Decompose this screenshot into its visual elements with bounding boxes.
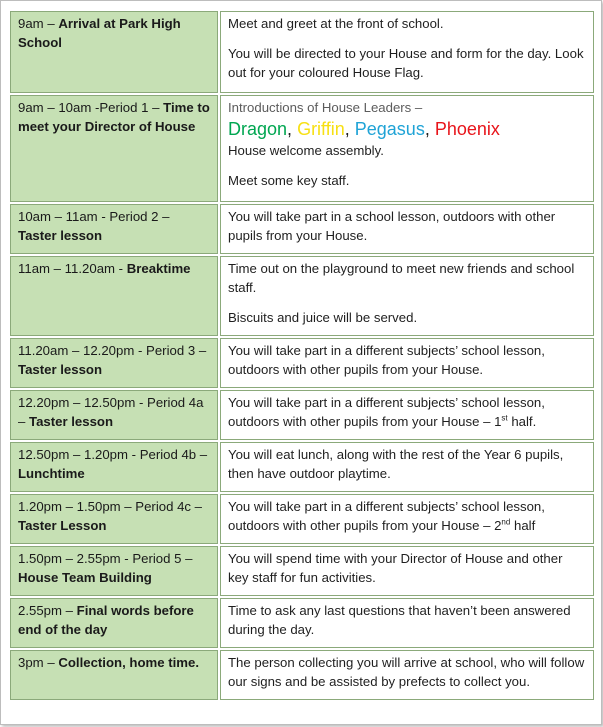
time-text: 12.50pm – 1.20pm - Period 4b – xyxy=(18,447,208,462)
time-cell xyxy=(10,390,218,440)
time-text: 1.50pm – 2.55pm - Period 5 – xyxy=(18,551,193,566)
table-row xyxy=(10,494,594,544)
description-cell xyxy=(220,650,594,700)
time-text: 12.20pm – 12.50pm - Period 4a – xyxy=(18,395,204,429)
activity-title: Collection, home time. xyxy=(58,655,200,670)
description-text: You will eat lunch, along with the rest of the Year 6 pupils, then have outdoor playtime. xyxy=(228,447,564,481)
table-row xyxy=(10,442,594,492)
description-text: You will take part in a different subjects’ school lesson, outdoors with other pupils from your House – 1 xyxy=(228,395,545,429)
description-cell xyxy=(220,204,594,254)
house-names: Dragon, Griffin, Pegasus, Phoenix xyxy=(228,119,500,139)
description-text: You will take part in a different subjects’ school lesson, outdoors with other pupils from your House – 2 xyxy=(228,499,545,533)
table-row xyxy=(10,390,594,440)
house-griffin: Griffin xyxy=(297,119,345,139)
time-text: 11.20am – 12.20pm - Period 3 – xyxy=(18,343,207,358)
table-row xyxy=(10,546,594,596)
description-text: The person collecting you will arrive at school, who will follow our signs and be assisted by prefects to collect you. xyxy=(228,655,585,689)
time-text: 3pm – xyxy=(18,655,59,670)
time-cell xyxy=(10,256,218,336)
time-cell xyxy=(10,204,218,254)
house-dragon: Dragon xyxy=(228,119,288,139)
description-text: Time out on the playground to meet new friends and school staff. xyxy=(228,261,575,295)
table-row xyxy=(10,598,594,648)
time-text: 9am – 10am -Period 1 – xyxy=(18,100,164,115)
ordinal-suffix: nd xyxy=(501,517,511,527)
table-row xyxy=(10,338,594,388)
activity-title: Breaktime xyxy=(126,261,191,276)
time-cell xyxy=(10,11,218,93)
time-cell xyxy=(10,546,218,596)
house-pegasus: Pegasus xyxy=(354,119,425,139)
activity-title: Time to meet your Director of House xyxy=(18,100,210,134)
description-text: You will be directed to your House and form for the day. Look out for your coloured House Flag. xyxy=(228,46,584,80)
time-text: 9am – xyxy=(18,16,59,31)
activity-title: Arrival at Park High School xyxy=(18,16,181,50)
table-row xyxy=(10,95,594,202)
description-cell xyxy=(220,11,594,93)
activity-title: Taster lesson xyxy=(18,228,103,243)
description-text: Time to ask any last questions that haven’t been answered during the day. xyxy=(228,603,571,637)
time-cell xyxy=(10,442,218,492)
description-text: You will spend time with your Director of House and other key staff for fun activities. xyxy=(228,551,563,585)
description-cell xyxy=(220,338,594,388)
house-leaders-intro: Introductions of House Leaders – xyxy=(228,100,423,115)
table-row xyxy=(10,204,594,254)
description-cell xyxy=(220,390,594,440)
table-row xyxy=(10,256,594,336)
description-cell xyxy=(220,494,594,544)
activity-title: Taster lesson xyxy=(29,414,114,429)
activity-title: Taster Lesson xyxy=(18,518,107,533)
house-phoenix: Phoenix xyxy=(434,119,500,139)
description-text: Biscuits and juice will be served. xyxy=(228,310,418,325)
description-text: Meet some key staff. xyxy=(228,173,350,188)
description-text: half xyxy=(510,518,536,533)
ordinal-suffix: st xyxy=(501,413,508,423)
time-cell xyxy=(10,338,218,388)
activity-title: House Team Building xyxy=(18,570,152,585)
description-cell xyxy=(220,598,594,648)
activity-title: Taster lesson xyxy=(18,362,103,377)
activity-title: Lunchtime xyxy=(18,466,85,481)
description-cell xyxy=(220,256,594,336)
time-text: 10am – 11am - Period 2 – xyxy=(18,209,170,224)
activity-title: Final words before end of the day xyxy=(18,603,194,637)
description-text: half. xyxy=(507,414,537,429)
description-text: You will take part in a different subjects’ school lesson, outdoors with other pupils from your House. xyxy=(228,343,545,377)
description-cell xyxy=(220,95,594,202)
time-text: 1.20pm – 1.50pm – Period 4c – xyxy=(18,499,203,514)
description-text: You will take part in a school lesson, outdoors with other pupils from your House. xyxy=(228,209,556,243)
table-row xyxy=(10,11,594,93)
description-text: House welcome assembly. xyxy=(228,143,384,158)
time-cell xyxy=(10,95,218,202)
description-text: Meet and greet at the front of school. xyxy=(228,16,444,31)
time-text: 2.55pm – xyxy=(18,603,77,618)
description-cell xyxy=(220,546,594,596)
time-text: 11am – 11.20am - xyxy=(18,261,127,276)
schedule-table xyxy=(8,9,596,702)
time-cell xyxy=(10,494,218,544)
time-cell xyxy=(10,598,218,648)
description-cell xyxy=(220,442,594,492)
time-cell xyxy=(10,650,218,700)
table-row xyxy=(10,650,594,700)
